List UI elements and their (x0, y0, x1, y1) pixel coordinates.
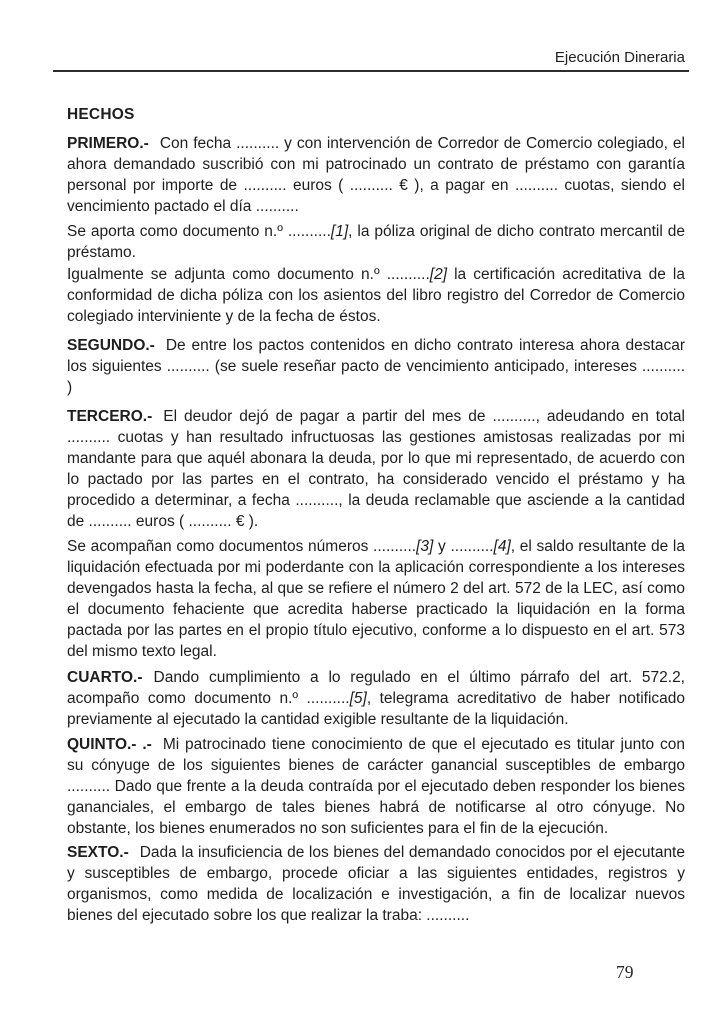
running-title: Ejecución Dineraria (554, 49, 685, 66)
paragraph-lead: PRIMERO.- (67, 135, 149, 152)
paragraph-lead: QUINTO.- .- (67, 736, 152, 753)
paragraph-docs-3-4: Se acompañan como documentos números ..........[3] y ..........[4], el saldo resultante de la liquidación efectuada por mi poderdante con la aplicación correspondiente a los intereses devengados hasta la fecha, al que se refiere el número 2 del art. 572 de la LEC, así como el documento fehaciente que acredita haberse practicado la liquidación en la forma pactada por las partes en el propio título ejecutivo, conforme a lo dispuesto en el art. 573 del mismo texto legal. (67, 538, 685, 660)
doc-ref-italic: [4] (493, 538, 511, 555)
paragraph-lead: CUARTO.- (67, 669, 143, 686)
section-heading-hechos: HECHOS (67, 106, 135, 123)
paragraph-primero: PRIMERO.- Con fecha .......... y con intervención de Corredor de Comercio colegiado, el ahora demandado suscribió con mi patrocinado un contrato de préstamo con garantía personal por importe de .......... euros ( .......... € ), a pagar en .......... cuotas, siendo el vencimiento pactado el día .......... (67, 135, 685, 215)
doc-ref-italic: [2] (429, 266, 448, 283)
doc-ref-italic: [1] (330, 223, 349, 240)
paragraph-segundo: SEGUNDO.- De entre los pactos contenidos en dicho contrato interesa ahora destacar los siguientes .......... (se suele reseñar pacto de vencimiento anticipado, intereses .......... ) (67, 337, 685, 396)
paragraph-doc-2: Igualmente se adjunta como documento n.º ..........[2] la certificación acreditativa de la conformidad de dicha póliza con los asientos del libro registro del Corredor de Comercio colegiado interviniente y de la fecha de éstos. (67, 266, 685, 325)
paragraph-lead: SEXTO.- (67, 844, 129, 861)
paragraph-lead: SEGUNDO.- (67, 337, 155, 354)
doc-ref-italic: [5] (349, 690, 367, 707)
page-number: 79 (616, 962, 634, 982)
doc-ref-italic: [3] (416, 538, 434, 555)
paragraph-sexto: SEXTO.- Dada la insuficiencia de los bienes del demandado conocidos por el ejecutante y susceptibles de embargo, procede oficiar a las siguientes entidades, registros y organismos, como medida de localización e investigación, a fin de localizar nuevos bienes del ejecutado sobre los que realizar la traba: .......... (67, 844, 685, 924)
paragraph-cuarto: CUARTO.- Dando cumplimiento a lo regulado en el último párrafo del art. 572.2, acompaño como documento n.º ..........[5], telegrama acreditativo de haber notificado previamente al ejecutado la cantidad exigible resultante de la liquidación. (67, 669, 686, 728)
paragraph-tercero: TERCERO.- El deudor dejó de pagar a partir del mes de .........., adeudando en total .......... cuotas y han resultado infructuosas las gestiones amistosas realizadas por mi mandante para que aquél abonara la deuda, por lo que mi representado, de acuerdo con lo pactado por las partes en el contrato, ha considerado vencido el préstamo y ha procedido a determinar, a fecha .........., la deuda reclamable que asciende a la cantidad de .......... euros ( .......... € ). (67, 408, 685, 530)
paragraph-lead: TERCERO.- (67, 408, 153, 425)
paragraph-quinto: QUINTO.- .- Mi patrocinado tiene conocimiento de que el ejecutado es titular junto con su cónyuge de los siguientes bienes de carácter ganancial susceptibles de embargo .......... Dado que frente a la deuda contraída por el ejecutado deben responder los bienes gananciales, el embargo de tales bienes habrá de notificarse al otro cónyuge. No obstante, los bienes enumerados no son suficientes para el fin de la ejecución. (67, 736, 685, 837)
paragraph-doc-1: Se aporta como documento n.º ..........[1], la póliza original de dicho contrato mercantil de préstamo. (67, 223, 685, 261)
document-body (67, 104, 685, 926)
header-rule (53, 70, 689, 72)
